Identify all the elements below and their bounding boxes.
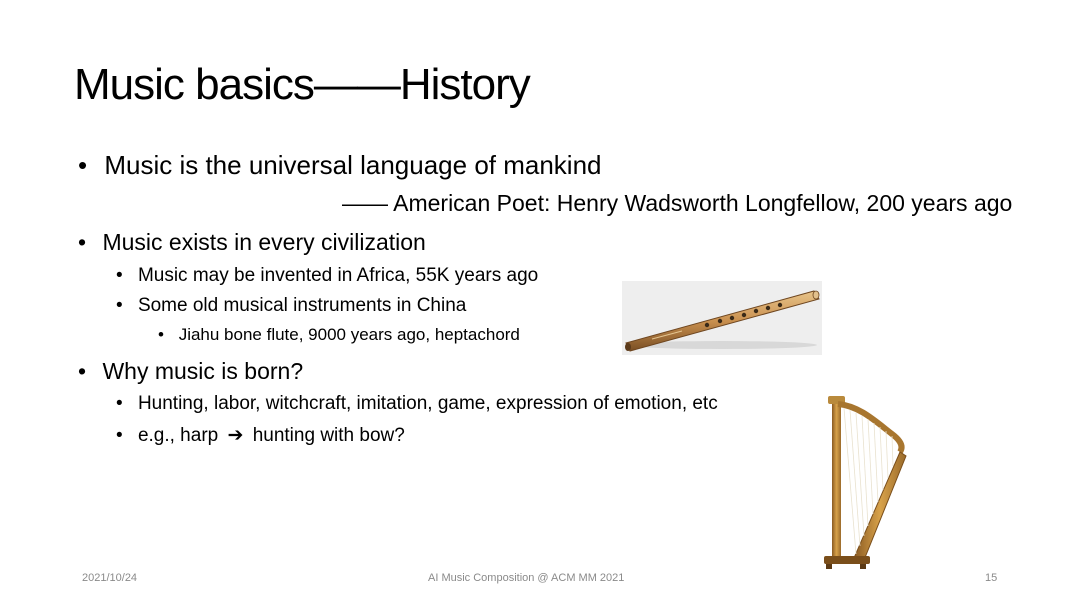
bullet-text-suffix: hunting with bow? bbox=[252, 425, 405, 446]
bullet-dot: • bbox=[78, 358, 87, 384]
bullet-dot: • bbox=[116, 265, 123, 286]
bullet-dot: • bbox=[116, 425, 123, 446]
slide-title: Music basics——History bbox=[74, 60, 530, 109]
bullet-text: Hunting, labor, witchcraft, imitation, game, expression of emotion, etc bbox=[137, 393, 718, 414]
subbullet-reasons bbox=[116, 393, 718, 415]
bullet-text-prefix: e.g., harp bbox=[137, 425, 219, 446]
harp-drawing bbox=[814, 394, 910, 570]
bullet-text: Jiahu bone flute, 9000 years ago, heptachord bbox=[178, 325, 520, 344]
quote-attribution: —— American Poet: Henry Wadsworth Longfellow, 200 years ago bbox=[342, 190, 1013, 216]
subsubbullet-jiahu-flute bbox=[158, 325, 520, 345]
bullet-every-civilization bbox=[78, 229, 426, 256]
subbullet-china bbox=[116, 295, 466, 317]
bullet-text: Music exists in every civilization bbox=[102, 229, 426, 255]
bullet-dot: • bbox=[116, 393, 123, 414]
subbullet-africa bbox=[116, 265, 538, 287]
bullet-dot: • bbox=[158, 325, 164, 344]
subbullet-harp bbox=[116, 424, 405, 447]
bullet-dot: • bbox=[78, 229, 87, 255]
footer-title: AI Music Composition @ ACM MM 2021 bbox=[428, 572, 625, 584]
bullet-text: Music may be invented in Africa, 55K years ago bbox=[137, 265, 539, 286]
bullet-why-music-born bbox=[78, 358, 303, 385]
bullet-text: Some old musical instruments in China bbox=[137, 295, 467, 316]
bullet-text: Music is the universal language of mankind bbox=[104, 150, 602, 180]
bullet-text: Why music is born? bbox=[102, 358, 304, 384]
bullet-universal-language bbox=[78, 150, 602, 181]
bullet-dot: • bbox=[78, 150, 88, 180]
harp-image bbox=[814, 394, 910, 570]
bone-flute-drawing bbox=[622, 281, 822, 355]
footer-date: 2021/10/24 bbox=[82, 572, 138, 584]
arrow-icon: ➔ bbox=[227, 425, 244, 446]
page-number: 15 bbox=[985, 572, 998, 584]
bullet-dot: • bbox=[116, 295, 123, 316]
bone-flute-image bbox=[622, 281, 822, 355]
